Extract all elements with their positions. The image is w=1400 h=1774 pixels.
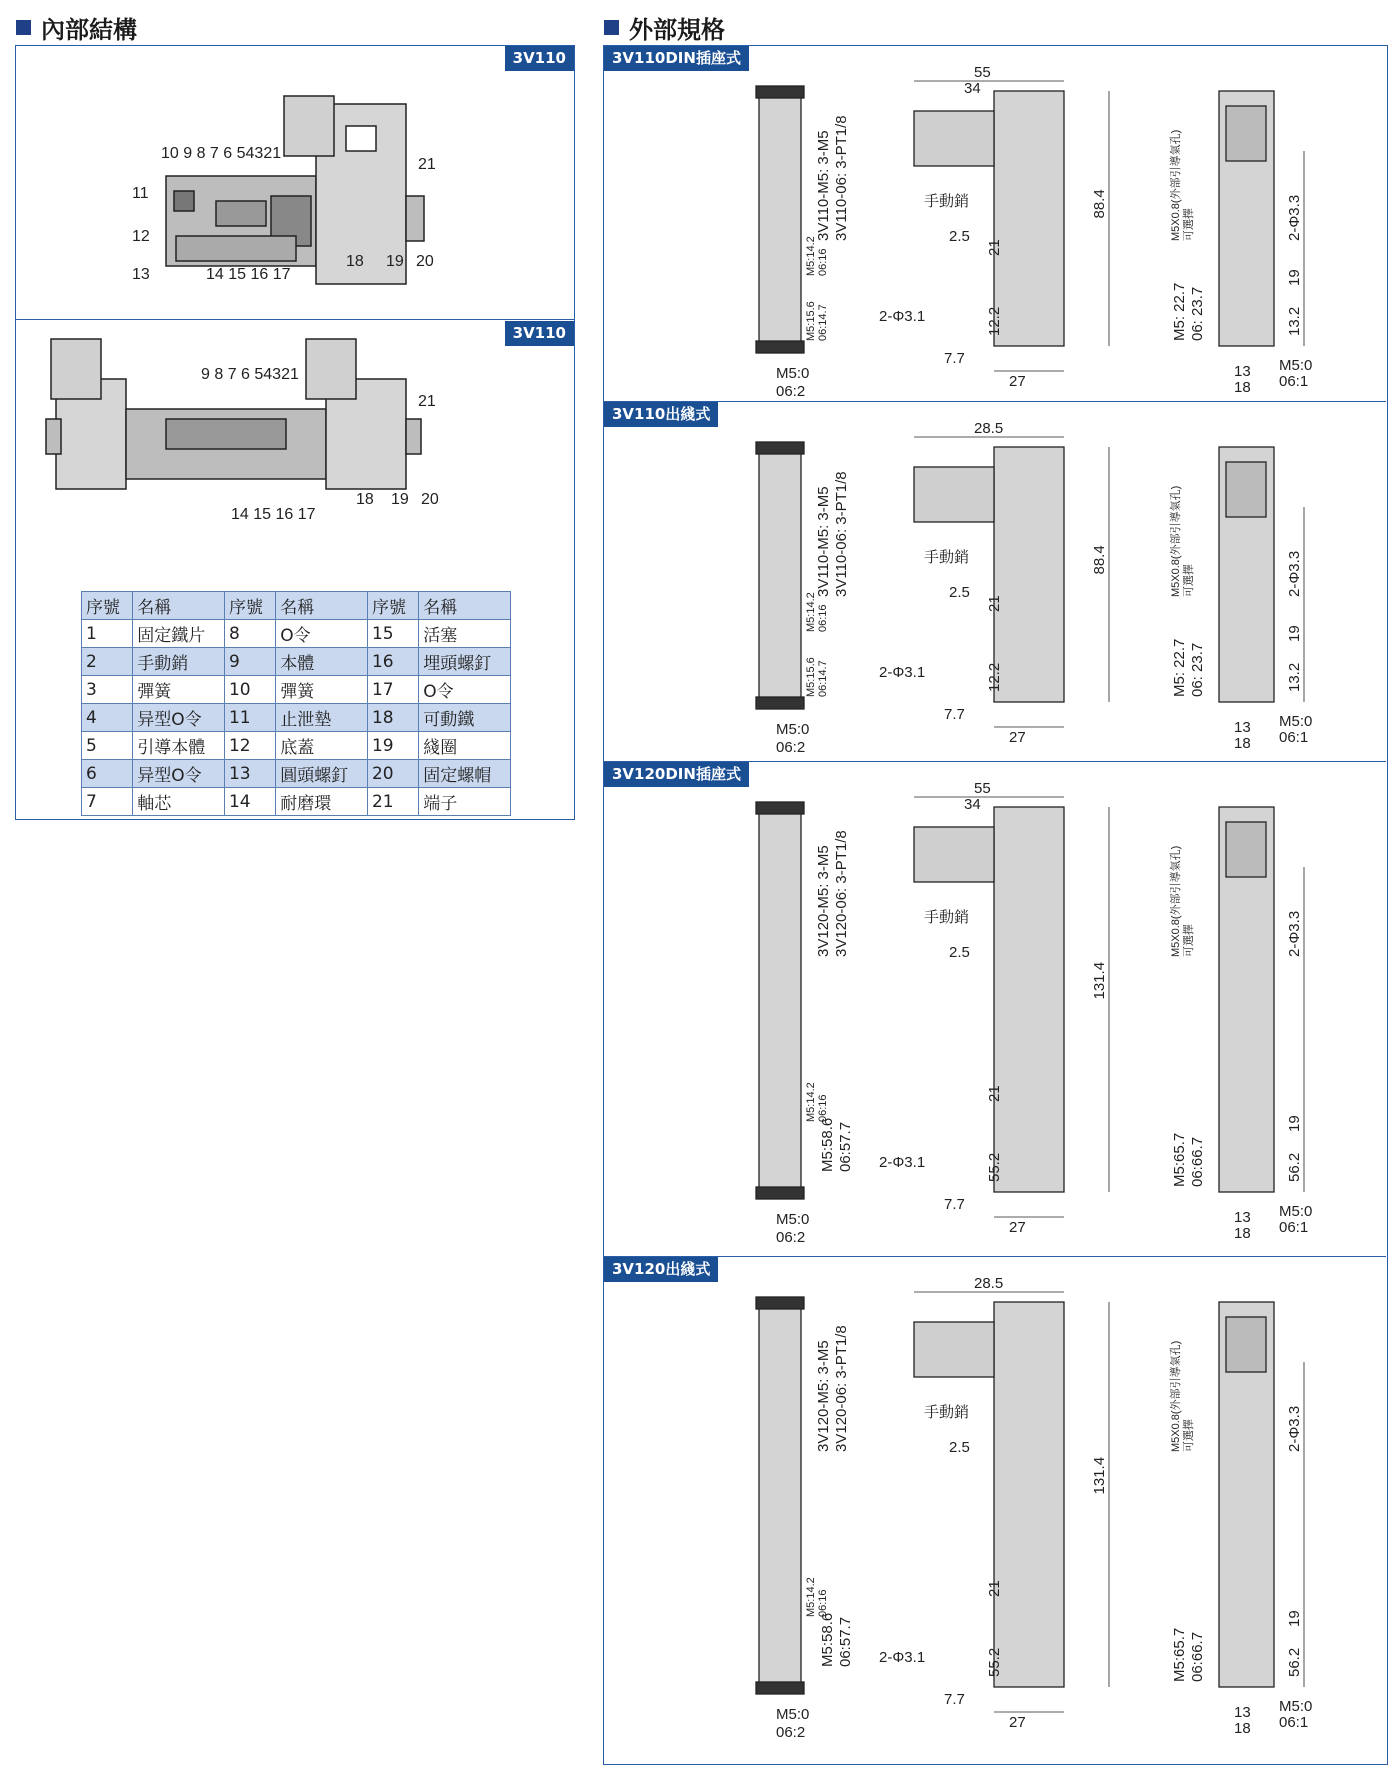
table-header-row (82, 592, 511, 620)
dimension-label: 06:2 (776, 383, 806, 400)
dimension-label: 12.2 (986, 306, 1003, 336)
callout-numbers-bottom: 14 15 16 17 (231, 506, 316, 523)
table-cell: 耐磨環 (276, 788, 368, 816)
table-cell: 圓頭螺釘 (276, 760, 368, 788)
table-cell: 彈簧 (133, 676, 225, 704)
dimension-label: 19 (1286, 1610, 1303, 1627)
dimension-label: 27 (1009, 729, 1026, 746)
internal-structure-panel (15, 45, 575, 820)
table-cell: 固定螺帽 (419, 760, 511, 788)
front-view-cap (756, 341, 804, 353)
dimension-label: 18 (1234, 1225, 1251, 1242)
manual-override-label: 手動銷 (924, 549, 970, 566)
table-cell: 21 (367, 788, 418, 816)
dimension-drawing (604, 762, 1386, 1257)
dimension-label: 55 (974, 780, 991, 797)
dimension-label: M5X0.8(外部引導氣孔) (1170, 129, 1182, 241)
callout-numbers-top: 10 9 8 7 6 54321 (161, 145, 282, 162)
dimension-label: 2-Φ3.1 (879, 664, 926, 681)
front-view-cap (756, 697, 804, 709)
table-cell: 11 (224, 704, 275, 732)
table-cell: 15 (367, 620, 418, 648)
parts-table (81, 591, 511, 816)
table-row (82, 676, 511, 704)
table-cell: 异型O令 (133, 704, 225, 732)
dimension-label: 19 (1286, 269, 1303, 286)
table-cell: 固定鐵片 (133, 620, 225, 648)
dimension-drawing (604, 46, 1386, 401)
port-label: 3V110-M5: 3-M5 (815, 130, 832, 241)
table-row (82, 648, 511, 676)
callout-18: 18 (346, 253, 364, 270)
table-cell: 7 (82, 788, 133, 816)
table-cell: 9 (224, 648, 275, 676)
dimension-label: 2-Φ3.3 (1286, 194, 1303, 241)
dimension-label: 7.7 (944, 350, 965, 367)
side-dim: M5:14.2 (805, 1082, 817, 1122)
manual-override-label: 手動銷 (924, 193, 970, 210)
model-tag: 3V120DIN插座式 (604, 762, 749, 787)
front-view-cap (756, 1187, 804, 1199)
table-row (82, 620, 511, 648)
dimension-label: 55 (974, 64, 991, 81)
table-cell: 軸芯 (133, 788, 225, 816)
dimension-label: 18 (1234, 1720, 1251, 1737)
dimension-label: M5: 22.7 (1171, 282, 1188, 341)
dimension-label: 88.4 (1091, 545, 1108, 575)
side-dim: M5:14.2 (805, 1577, 817, 1617)
dimension-label: 13 (1234, 363, 1251, 380)
side-view-connector (914, 467, 994, 522)
dimension-label: M5:0 (776, 365, 810, 382)
side-view-body (994, 807, 1064, 1192)
dimension-label: 21 (986, 1580, 1003, 1597)
right-view-coil (1226, 822, 1266, 877)
side-dim: M5:15.6 (805, 301, 817, 341)
single-solenoid-section-drawing (16, 46, 576, 318)
bullet-square-icon (16, 20, 31, 35)
dimension-label: 13.2 (1286, 662, 1303, 692)
dimension-label: M5:0 (1279, 1203, 1313, 1220)
dimension-label: 13 (1234, 1704, 1251, 1721)
table-cell: 4 (82, 704, 133, 732)
side-view-body (994, 447, 1064, 702)
bullet-square-icon (604, 20, 619, 35)
dimension-label: 18 (1234, 379, 1251, 396)
dimension-label: 21 (986, 595, 1003, 612)
dimension-label: 88.4 (1091, 189, 1108, 219)
dimension-label: M5X0.8(外部引導氣孔) (1170, 1340, 1182, 1452)
table-cell: 止泄墊 (276, 704, 368, 732)
dimension-label: 06:2 (776, 739, 806, 756)
manual-override-label: 手動銷 (924, 909, 970, 926)
port-label: 3V110-06: 3-PT1/8 (833, 471, 850, 597)
side-view-connector (914, 827, 994, 882)
dimension-label: 18 (1234, 735, 1251, 752)
dimension-label: 19 (1286, 1115, 1303, 1132)
dimension-drawing (604, 402, 1386, 762)
dimension-label: 7.7 (944, 1196, 965, 1213)
dimension-label: 27 (1009, 1714, 1026, 1731)
side-view-connector (914, 1322, 994, 1377)
dimension-label: M5X0.8(外部引導氣孔) (1170, 845, 1182, 957)
dimension-label: 06:2 (776, 1724, 806, 1741)
callout-19: 19 (386, 253, 404, 270)
table-cell: 17 (367, 676, 418, 704)
side-dim: 06:16 (817, 248, 829, 276)
double-solenoid-section-drawing (16, 319, 576, 549)
dimension-label: 27 (1009, 373, 1026, 390)
side-dim: 06:14.7 (817, 660, 829, 697)
callout-21: 21 (418, 156, 436, 173)
right-view-coil (1226, 1317, 1266, 1372)
table-cell: 本體 (276, 648, 368, 676)
front-view-cap (756, 802, 804, 814)
port-label: 3V120-06: 3-PT1/8 (833, 830, 850, 957)
spec-section (604, 1256, 1386, 1752)
table-cell: 可動鐵 (419, 704, 511, 732)
side-dim: 06:57.7 (837, 1121, 854, 1172)
section-title-internal (16, 10, 137, 45)
dimension-label: M5: 22.7 (1171, 638, 1188, 697)
front-view-body (759, 807, 801, 1192)
front-view-body (759, 91, 801, 346)
dimension-label: 131.4 (1091, 961, 1108, 1000)
side-view-connector (914, 111, 994, 166)
table-cell: 18 (367, 704, 418, 732)
callout-20: 20 (416, 253, 434, 270)
table-cell: 12 (224, 732, 275, 760)
section-title-text: 內部結構 (41, 16, 137, 44)
dimension-label: M5:0 (1279, 1698, 1313, 1715)
dimension-label: 06:2 (776, 1229, 806, 1246)
table-cell: 綫圈 (419, 732, 511, 760)
dimension-label: M5:65.7 (1171, 1132, 1188, 1187)
dimension-label: 7.7 (944, 706, 965, 723)
callout-19: 19 (391, 491, 409, 508)
callout-11: 11 (132, 185, 149, 202)
port-label: 3V110-M5: 3-M5 (815, 486, 832, 597)
dimension-label: 55.2 (986, 1647, 1003, 1677)
table-cell: 手動銷 (133, 648, 225, 676)
table-cell: 16 (367, 648, 418, 676)
dimension-label: 2-Φ3.1 (879, 1154, 926, 1171)
dimension-label: 06:1 (1279, 729, 1309, 746)
col-header: 序號 (367, 592, 418, 620)
table-cell: 彈簧 (276, 676, 368, 704)
model-tag: 3V120出綫式 (604, 1257, 718, 1282)
dimension-label: 27 (1009, 1219, 1026, 1236)
side-dim: M5:14.2 (805, 592, 817, 632)
spec-section (604, 761, 1386, 1257)
table-cell: 8 (224, 620, 275, 648)
side-dim: 06:16 (817, 604, 829, 632)
dimension-label: 2-Φ3.1 (879, 1649, 926, 1666)
dimension-label: 28.5 (974, 420, 1004, 437)
front-view-body (759, 1302, 801, 1687)
right-view-coil (1226, 106, 1266, 161)
table-cell: 活塞 (419, 620, 511, 648)
dimension-label: 55.2 (986, 1152, 1003, 1182)
side-dim: M5:58.6 (819, 1117, 836, 1172)
dimension-label: 56.2 (1286, 1647, 1303, 1677)
dimension-label: 2.5 (949, 944, 970, 961)
front-view-cap (756, 1297, 804, 1309)
dimension-label: 56.2 (1286, 1152, 1303, 1182)
table-cell: 20 (367, 760, 418, 788)
callout-numbers-top: 9 8 7 6 54321 (201, 366, 299, 383)
dimension-label: 可選擇 (1183, 1419, 1195, 1452)
dimension-label: 7.7 (944, 1691, 965, 1708)
dimension-label: 2-Φ3.3 (1286, 550, 1303, 597)
model-tag: 3V110 (505, 321, 574, 346)
side-dim: 06:16 (817, 1094, 829, 1122)
table-cell: 底蓋 (276, 732, 368, 760)
dimension-label: 06:66.7 (1189, 1136, 1206, 1187)
side-dim: 06:14.7 (817, 304, 829, 341)
model-tag: 3V110 (505, 46, 574, 71)
right-view-coil (1226, 462, 1266, 517)
dimension-label: M5:0 (776, 1706, 810, 1723)
table-cell: 14 (224, 788, 275, 816)
table-cell: 6 (82, 760, 133, 788)
section-title-text: 外部規格 (629, 16, 725, 44)
dimension-label: 34 (964, 796, 981, 813)
dimension-label: 13.2 (1286, 306, 1303, 336)
side-dim: M5:14.2 (805, 236, 817, 276)
port-label: 3V120-06: 3-PT1/8 (833, 1325, 850, 1452)
table-cell: O令 (419, 676, 511, 704)
col-header: 名稱 (133, 592, 225, 620)
port-label: 3V120-M5: 3-M5 (815, 845, 832, 957)
dimension-label: M5:0 (1279, 357, 1313, 374)
section-title-external (604, 10, 725, 45)
side-view-body (994, 1302, 1064, 1687)
dimension-label: M5X0.8(外部引導氣孔) (1170, 485, 1182, 597)
col-header: 序號 (224, 592, 275, 620)
dimension-label: 06:1 (1279, 373, 1309, 390)
model-tag: 3V110DIN插座式 (604, 46, 749, 71)
manual-override-label: 手動銷 (924, 1404, 970, 1421)
col-header: 序號 (82, 592, 133, 620)
callout-20: 20 (421, 491, 439, 508)
port-label: 3V120-M5: 3-M5 (815, 1340, 832, 1452)
table-cell: 引導本體 (133, 732, 225, 760)
front-view-cap (756, 86, 804, 98)
dimension-label: 06:66.7 (1189, 1631, 1206, 1682)
front-view-cap (756, 442, 804, 454)
dimension-label: 2.5 (949, 584, 970, 601)
dimension-label: 2-Φ3.3 (1286, 1405, 1303, 1452)
side-view-body (994, 91, 1064, 346)
front-view-body (759, 447, 801, 702)
side-dim: 06:57.7 (837, 1616, 854, 1667)
dimension-label: 06: 23.7 (1189, 642, 1206, 697)
table-cell: O令 (276, 620, 368, 648)
dimension-label: 28.5 (974, 1275, 1004, 1292)
table-cell: 埋頭螺釘 (419, 648, 511, 676)
col-header: 名稱 (419, 592, 511, 620)
spec-section (604, 46, 1386, 401)
dimension-label: 2-Φ3.3 (1286, 910, 1303, 957)
dimension-label: 21 (986, 1085, 1003, 1102)
dimension-label: 2.5 (949, 228, 970, 245)
table-cell: 2 (82, 648, 133, 676)
table-cell: 端子 (419, 788, 511, 816)
side-dim: M5:58.6 (819, 1612, 836, 1667)
dimension-label: 131.4 (1091, 1456, 1108, 1495)
table-row (82, 732, 511, 760)
side-dim: M5:15.6 (805, 657, 817, 697)
dimension-label: M5:0 (1279, 713, 1313, 730)
dimension-label: 2.5 (949, 1439, 970, 1456)
table-row (82, 704, 511, 732)
dimension-label: M5:65.7 (1171, 1627, 1188, 1682)
table-row (82, 760, 511, 788)
callout-12: 12 (132, 228, 150, 245)
callout-18: 18 (356, 491, 374, 508)
external-spec-panel (603, 45, 1388, 1765)
dimension-label: 21 (986, 239, 1003, 256)
model-tag: 3V110出綫式 (604, 402, 718, 427)
table-cell: 19 (367, 732, 418, 760)
dimension-label: 19 (1286, 625, 1303, 642)
dimension-label: 12.2 (986, 662, 1003, 692)
table-cell: 13 (224, 760, 275, 788)
dimension-label: 06: 23.7 (1189, 286, 1206, 341)
dimension-label: 13 (1234, 719, 1251, 736)
callout-13: 13 (132, 266, 150, 283)
dimension-label: 2-Φ3.1 (879, 308, 926, 325)
callout-21: 21 (418, 393, 436, 410)
table-cell: 10 (224, 676, 275, 704)
spec-section (604, 401, 1386, 762)
dimension-label: 06:1 (1279, 1219, 1309, 1236)
dimension-label: 可選擇 (1183, 924, 1195, 957)
port-label: 3V110-06: 3-PT1/8 (833, 115, 850, 241)
dimension-label: 06:1 (1279, 1714, 1309, 1731)
dimension-label: 34 (964, 80, 981, 97)
table-cell: 5 (82, 732, 133, 760)
dimension-label: 13 (1234, 1209, 1251, 1226)
dimension-drawing (604, 1257, 1386, 1752)
table-cell: 1 (82, 620, 133, 648)
table-row (82, 788, 511, 816)
dimension-label: M5:0 (776, 1211, 810, 1228)
dimension-label: M5:0 (776, 721, 810, 738)
table-cell: 异型O令 (133, 760, 225, 788)
col-header: 名稱 (276, 592, 368, 620)
side-dim: 06:16 (817, 1589, 829, 1617)
table-cell: 3 (82, 676, 133, 704)
front-view-cap (756, 1682, 804, 1694)
dimension-label: 可選擇 (1183, 564, 1195, 597)
callout-numbers-bottom: 14 15 16 17 (206, 266, 291, 283)
dimension-label: 可選擇 (1183, 208, 1195, 241)
